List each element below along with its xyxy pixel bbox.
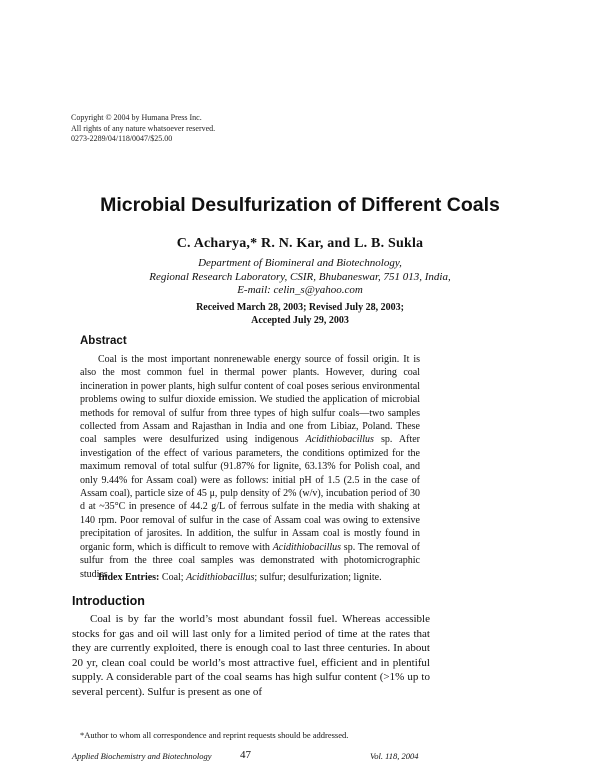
volume-info: Vol. 118, 2004 — [370, 751, 419, 761]
page-number: 47 — [240, 749, 251, 761]
author-footnote: *Author to whom all correspondence and reprint requests should be addressed. — [80, 730, 349, 740]
received-revised: Received March 28, 2003; Revised July 28, 2003; — [196, 302, 404, 313]
abstract-text-1: Coal is the most important nonrenewable energy source of fossil origin. It is also the most common fuel in thermal power plants. However, during coal incineration in power plants, high sulfur content of coal poses serious environmental problems owing to sulfur dioxide emission. We studied the application of microbial methods for removal of sulfur from three types of high sulfur coals—two samples collected from Assam and Rajasthan in India and one from Libiaz, Poland. These coal samples were desulfurized using indigenous — [80, 354, 420, 446]
issn-line: 0273-2289/04/118/0047/$25.00 — [71, 134, 173, 143]
keyword-organism: Acidithiobacillus — [186, 572, 255, 583]
organism-name: Acidithiobacillus — [272, 541, 342, 553]
copyright-block — [71, 113, 215, 145]
introduction-heading: Introduction — [72, 594, 145, 608]
rights-line: All rights of any nature whatsoever reserved. — [71, 123, 216, 133]
abstract-heading: Abstract — [80, 335, 127, 347]
affiliation — [0, 257, 600, 298]
abstract-body — [80, 353, 420, 581]
organism-name: Acidithiobacillus — [305, 434, 374, 446]
paper-title: Microbial Desulfurization of Different Coals — [100, 194, 500, 216]
copyright-line: Copyright © 2004 by Humana Press Inc. — [71, 113, 202, 122]
received-dates — [0, 302, 600, 327]
abstract-text-2: sp. After investigation of the effect of various parameters, the conditions optimized for the maximum removal of total sulfur (91.87% for lignite, 63.13% for Polish coal, and only 9.44% for Assam coal) were as follows: initial pH of 1.5 (2.5 in the case of Assam coal), particle size of 45 μ, pulp density of 2% (w/v), incubation period of 30 d at ~35°C in presence of 44.2 g/L of ferrous sulfate in the media with shaking at 140 rpm. Poor removal of sulfur in the case of Assam coal was owing to extensive precipitation of jarosites. In addition, the sulfur in Assam coal is mostly found in organic form, which is difficult to remove with — [80, 434, 420, 553]
accepted-date: Accepted July 29, 2003 — [251, 314, 349, 326]
journal-name: Applied Biochemistry and Biotechnology — [72, 751, 212, 761]
keyword-text: Coal; — [159, 572, 187, 583]
affiliation-department: Department of Biomineral and Biotechnology, — [198, 257, 402, 269]
keyword-text: ; sulfur; desulfurization; lignite. — [254, 572, 382, 583]
affiliation-email: E-mail: celin_s@yahoo.com — [237, 284, 363, 297]
introduction-body — [72, 612, 430, 700]
author-list: C. Acharya,* R. N. Kar, and L. B. Sukla — [176, 236, 424, 251]
abstract-text-3: sp. The removal of sulfur from the three coal samples was demonstrated with photomicrographic studies. — [80, 541, 420, 580]
introduction-text: Coal is by far the world’s most abundant fossil fuel. Whereas accessible stocks for gas and oil will last only for a limited period of time at the rates that they are currently exploited, there is enough coal to last three centuries. In about 20 yr, clean coal could be world’s most attractive fuel, efficient and in plentiful supply. A considerable part of the coal seams has high sulfur content (>1% up to several percent). Sulfur is present as one of — [72, 613, 430, 698]
index-entries — [98, 572, 382, 583]
index-entries-label: Index Entries: — [98, 572, 160, 583]
affiliation-institute: Regional Research Laboratory, CSIR, Bhubaneswar, 751 013, India, — [149, 270, 451, 283]
